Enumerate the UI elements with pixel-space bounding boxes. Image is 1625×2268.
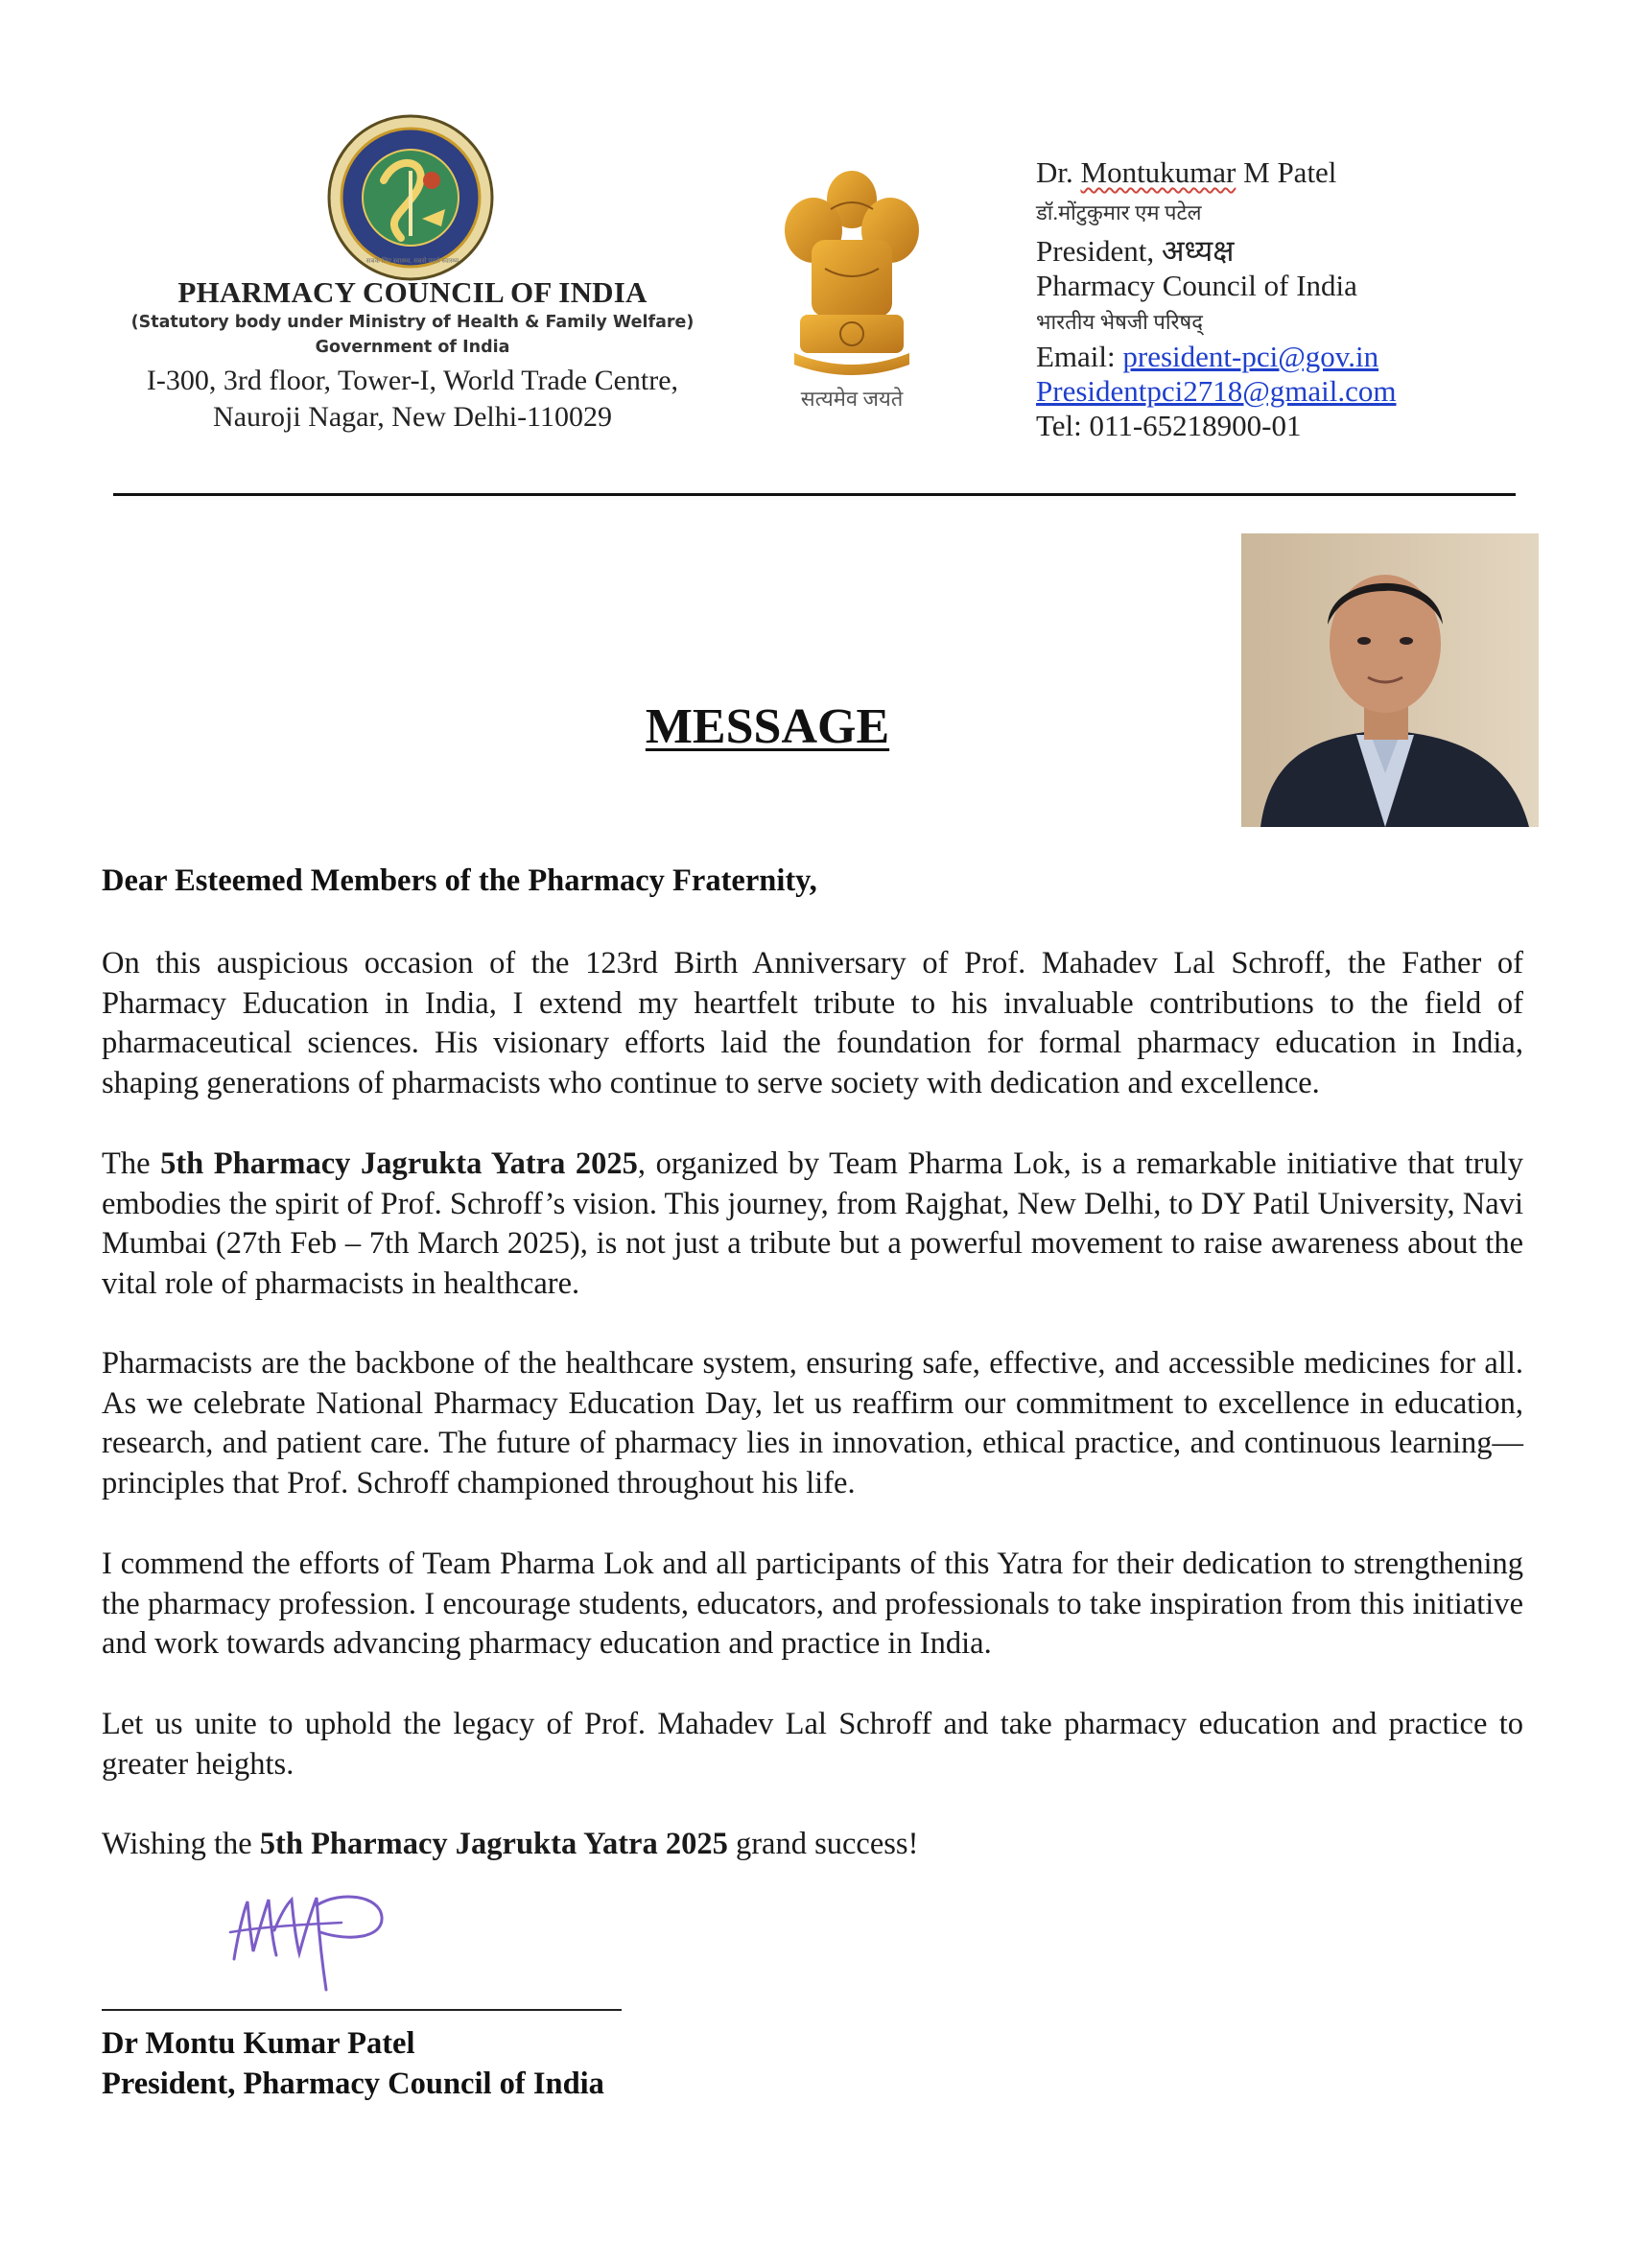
president-email-line-2 (1036, 374, 1612, 409)
president-name: Dr. Montukumar M Patel (1036, 155, 1337, 189)
paragraph-6: Wishing the 5th Pharmacy Jagrukta Yatra 2025 grand success! (102, 1827, 919, 1861)
email-link-secondary[interactable]: Presidentpci2718@gmail.com (1036, 374, 1397, 408)
email-label: Email: (1036, 340, 1123, 373)
paragraph-3: Pharmacists are the backbone of the healthcare system, ensuring safe, effective, and accessible medicines for all. As we celebrate National Pharmacy Education Day, let us reaffirm our commitment to excellence in education, research, and patient care. The future of pharmacy lies in innovation, ethical practice, and continuous learning—principles that Prof. Schroff championed throughout his life. (102, 1346, 1523, 1500)
paragraph-5: Let us unite to uphold the legacy of Prof. Mahadev Lal Schroff and take pharmacy education and practice to greater heights. (102, 1707, 1523, 1782)
government-label: Government of India (315, 338, 510, 357)
president-email-line (1036, 340, 1612, 374)
president-portrait (1241, 533, 1539, 827)
signatory-name: Dr Montu Kumar Patel (102, 2026, 415, 2061)
council-name: PHARMACY COUNCIL OF INDIA (177, 275, 648, 309)
paragraph-1: On this auspicious occasion of the 123rd Birth Anniversary of Prof. Mahadev Lal Schroff, the Father of Pharmacy Education in India, I extend my heartfelt tribute to his invaluable contributions to the field of pharmaceutical sciences. His visionary efforts laid the foundation for formal pharmacy education in India, shaping generations of pharmacists who continue to serve society with dedication and excellence. (102, 946, 1523, 1100)
president-organization-hindi: भारतीय भेषजी परिषद् (1036, 310, 1203, 334)
paragraph-4: I commend the efforts of Team Pharma Lok and all participants of this Yatra for their dedication to strengthening the pharmacy profession. I encourage students, educators, and professionals to take inspiration from this initiative and work towards advancing pharmacy education and practice in India. (102, 1547, 1523, 1661)
signature-line (102, 2009, 622, 2011)
national-emblem (775, 163, 929, 384)
paragraph-2: The 5th Pharmacy Jagrukta Yatra 2025, organized by Team Pharma Lok, is a remarkable initiative that truly embodies the spirit of Prof. Schroff’s vision. This journey, from Rajghat, New Delhi, to DY Patil University, Navi Mumbai (27th Feb – 7th March 2025), is not just a tribute but a powerful movement to raise awareness about the vital role of pharmacists in healthcare. (102, 1146, 1523, 1301)
email-link-primary[interactable]: president-pci@gov.in (1122, 340, 1379, 373)
emblem-motto: सत्यमेव जयते (800, 387, 904, 411)
address-line-1: I-300, 3rd floor, Tower-I, World Trade Centre, (146, 365, 679, 396)
council-subtitle: (Statutory body under Ministry of Health & Family Welfare) (130, 313, 695, 332)
president-telephone: Tel: 011-65218900-01 (1036, 409, 1302, 442)
yatra-name-bold-2: 5th Pharmacy Jagrukta Yatra 2025 (259, 1827, 728, 1861)
yatra-name-bold: 5th Pharmacy Jagrukta Yatra 2025 (160, 1146, 638, 1181)
handwritten-signature (226, 1882, 389, 1996)
header-divider (113, 493, 1516, 496)
address-line-2: Nauroji Nagar, New Delhi-110029 (213, 401, 612, 433)
salutation: Dear Esteemed Members of the Pharmacy Fraternity, (102, 863, 817, 898)
president-name-hindi: डॉ.मोंटुकुमार एम पटेल (1036, 201, 1202, 224)
president-title: President, अध्यक्ष (1036, 234, 1235, 268)
council-address (96, 363, 729, 436)
president-organization: Pharmacy Council of India (1036, 269, 1357, 302)
signatory-designation: President, Pharmacy Council of India (102, 2067, 604, 2101)
message-title: MESSAGE (645, 699, 890, 754)
